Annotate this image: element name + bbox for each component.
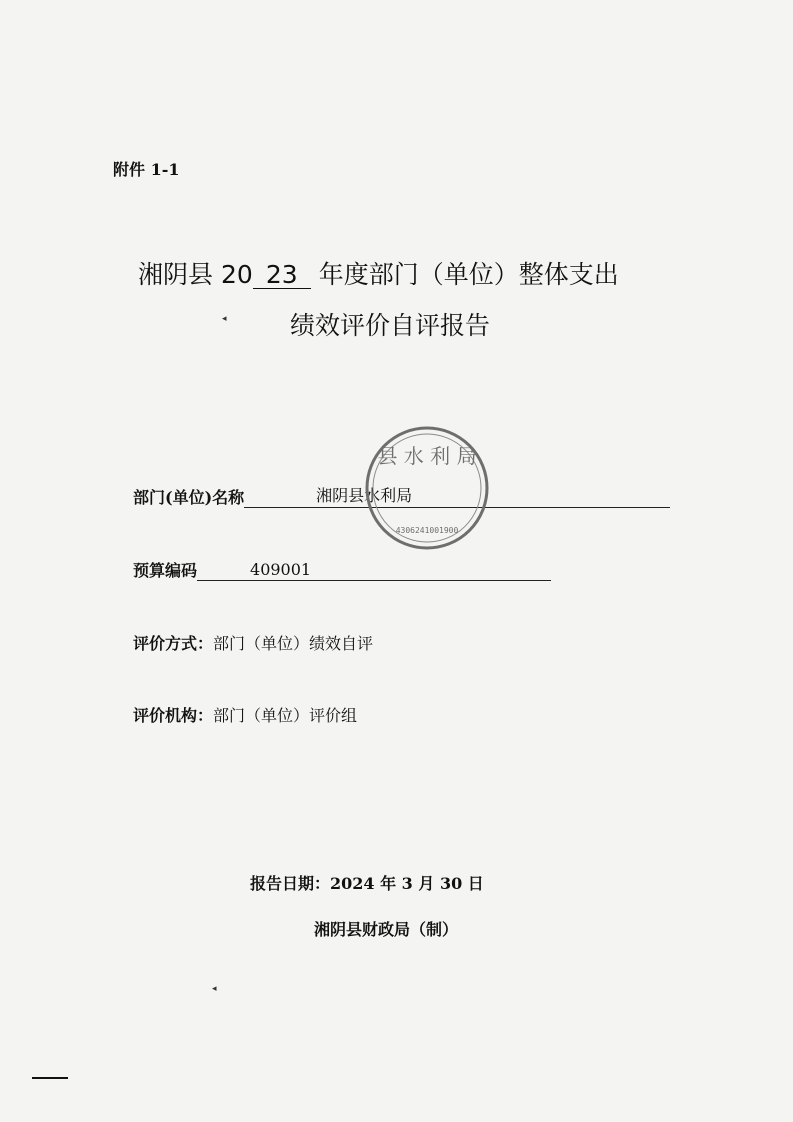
seal-top-text: 县 水 利 局: [377, 444, 477, 468]
dept-name-label: 部门(单位)名称: [133, 488, 245, 507]
eval-method-label: 评价方式：: [133, 634, 214, 653]
report-title-line1: [138, 255, 619, 291]
title-year-field: 23: [253, 262, 311, 289]
attachment-label: 附件 1-1: [113, 160, 180, 179]
report-date: 报告日期：2024 年 3 月 30 日: [250, 874, 484, 893]
maker-line: 湘阴县财政局（制）: [314, 920, 459, 939]
eval-method-value: 部门（单位）绩效自评: [213, 634, 374, 653]
eval-method-row: [133, 631, 373, 654]
official-seal: [357, 425, 497, 555]
budget-code-label: 预算编码: [133, 561, 198, 580]
eval-org-label: 评价机构：: [133, 706, 214, 725]
budget-code-field: [197, 560, 551, 581]
scan-mark: ◂: [222, 314, 227, 324]
eval-org-value: 部门（单位）评价组: [213, 706, 358, 725]
seal-code-text: 4306241001900: [395, 526, 459, 535]
eval-org-row: [133, 703, 357, 726]
budget-code-value: 409001: [250, 560, 312, 579]
scan-edge-line: [32, 1077, 68, 1079]
budget-code-row: [133, 558, 551, 581]
dept-name-value: 湘阴县水利局: [316, 486, 413, 505]
title-prefix: 湘阴县 20: [138, 260, 253, 289]
scan-mark-2: ◂: [212, 984, 217, 994]
report-title-line2: 绩效评价自评报告: [290, 311, 491, 340]
title-suffix: 年度部门（单位）整体支出: [310, 260, 619, 289]
